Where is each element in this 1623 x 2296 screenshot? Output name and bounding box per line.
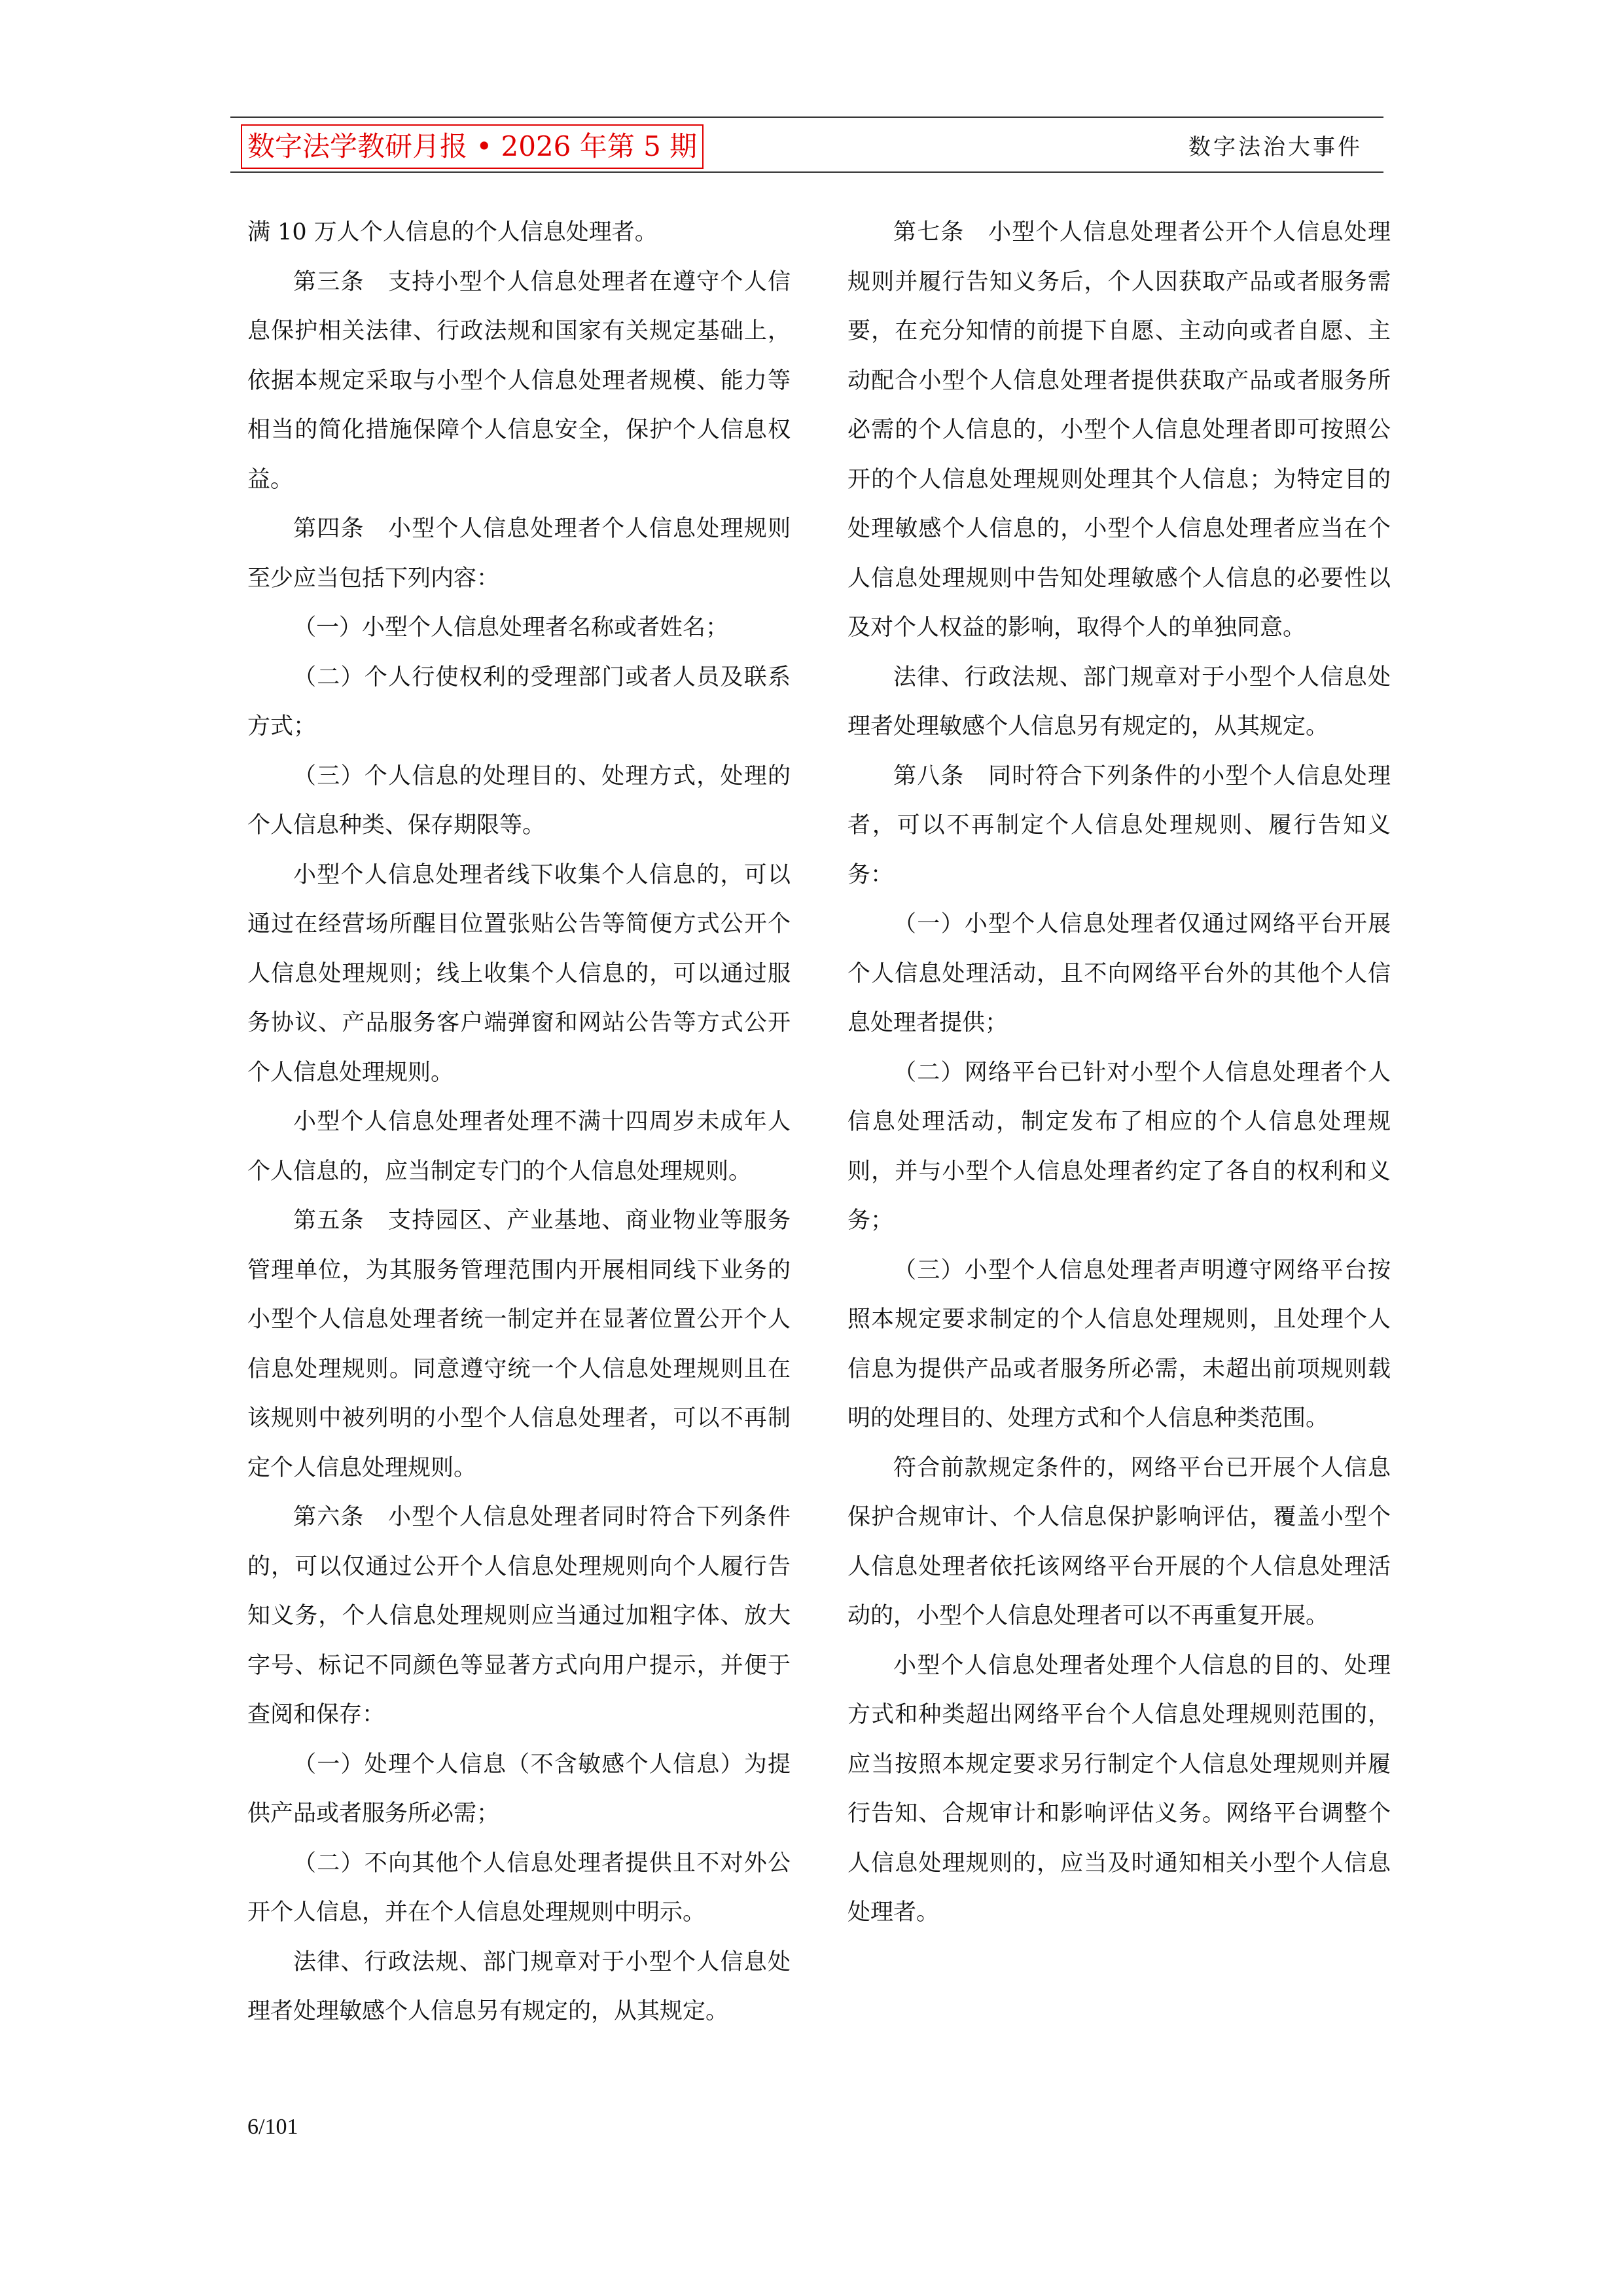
paragraph: 法律、行政法规、部门规章对于小型个人信息处理者处理敏感个人信息另有规定的，从其规定。	[247, 1948, 791, 2024]
journal-title: 数字法学教研月报 • 2026 年第 5 期	[241, 124, 704, 169]
paragraph: 小型个人信息处理者处理个人信息的目的、处理方式和种类超出网络平台个人信息处理规则范围的，应当按照本规定要求另行制定个人信息处理规则并履行告知、合规审计和影响评估义务。网络平台调整个人信息处理规则的，应当及时通知相关小型个人信息处理者。	[847, 1652, 1391, 1926]
paragraph: （一）处理个人信息（不含敏感个人信息）为提供产品或者服务所必需；	[247, 1751, 791, 1827]
paragraph: 第六条 小型个人信息处理者同时符合下列条件的，可以仅通过公开个人信息处理规则向个人履行告知义务，个人信息处理规则应当通过加粗字体、放大字号、标记不同颜色等显著方式向用户提示，并便于查阅和保存：	[247, 1504, 791, 1728]
paragraph: （三）小型个人信息处理者声明遵守网络平台按照本规定要求制定的个人信息处理规则，且处理个人信息为提供产品或者服务所必需，未超出前项规则载明的处理目的、处理方式和个人信息种类范围。	[847, 1257, 1391, 1431]
paragraph: （二）网络平台已针对小型个人信息处理者个人信息处理活动，制定发布了相应的个人信息处理规则，并与小型个人信息处理者约定了各自的权利和义务；	[847, 1059, 1391, 1234]
paragraph: 小型个人信息处理者处理不满十四周岁未成年人个人信息的，应当制定专门的个人信息处理规则。	[247, 1109, 791, 1185]
header-top-rule	[230, 117, 1383, 118]
paragraph: 第七条 小型个人信息处理者公开个人信息处理规则并履行告知义务后，个人因获取产品或者服务需要，在充分知情的前提下自愿、主动向或者自愿、主动配合小型个人信息处理者提供获取产品或者服务所必需的个人信息的，小型个人信息处理者即可按照公开的个人信息处理规则处理其个人信息；为特定目的处理敏感个人信息的，小型个人信息处理者应当在个人信息处理规则中告知处理敏感个人信息的必要性以及对个人权益的影响，取得个人的单独同意。	[847, 219, 1391, 641]
paragraph: 第五条 支持园区、产业基地、商业物业等服务管理单位，为其服务管理范围内开展相同线下业务的小型个人信息处理者统一制定并在显著位置公开个人信息处理规则。同意遵守统一个人信息处理规则且在该规则中被列明的小型个人信息处理者，可以不再制定个人信息处理规则。	[247, 1208, 791, 1481]
paragraph: 小型个人信息处理者线下收集个人信息的，可以通过在经营场所醒目位置张贴公告等简便方式公开个人信息处理规则；线上收集个人信息的，可以通过服务协议、产品服务客户端弹窗和网站公告等方式公开个人信息处理规则。	[247, 861, 791, 1086]
paragraph: （一）小型个人信息处理者名称或者姓名；	[293, 615, 729, 641]
paragraph: 法律、行政法规、部门规章对于小型个人信息处理者处理敏感个人信息另有规定的，从其规定。	[847, 664, 1391, 740]
section-title: 数字法治大事件	[1188, 134, 1363, 160]
paragraph: （二）不向其他个人信息处理者提供且不对外公开个人信息，并在个人信息处理规则中明示。	[247, 1850, 791, 1926]
left-column	[247, 208, 791, 2037]
header-bottom-rule	[230, 171, 1383, 173]
paragraph: （二）个人行使权利的受理部门或者人员及联系方式；	[247, 664, 791, 740]
paragraph: （一）小型个人信息处理者仅通过网络平台开展个人信息处理活动，且不向网络平台外的其他个人信息处理者提供；	[847, 911, 1391, 1036]
paragraph: 符合前款规定条件的，网络平台已开展个人信息保护合规审计、个人信息保护影响评估，覆盖小型个人信息处理者依托该网络平台开展的个人信息处理活动的，小型个人信息处理者可以不再重复开展。	[847, 1454, 1391, 1629]
page-number: 6/101	[247, 2115, 298, 2139]
paragraph: 第八条 同时符合下列条件的小型个人信息处理者，可以不再制定个人信息处理规则、履行告知义务：	[847, 762, 1391, 888]
right-column	[847, 208, 1391, 1938]
paragraph: （三）个人信息的处理目的、处理方式，处理的个人信息种类、保存期限等。	[247, 762, 791, 838]
paragraph: 第四条 小型个人信息处理者个人信息处理规则至少应当包括下列内容：	[247, 516, 791, 592]
paragraph: 第三条 支持小型个人信息处理者在遵守个人信息保护相关法律、行政法规和国家有关规定基础上，依据本规定采取与小型个人信息处理者规模、能力等相当的简化措施保障个人信息安全，保护个人信息权益。	[247, 268, 791, 493]
paragraph: 满 10 万人个人信息的个人信息处理者。	[247, 219, 658, 245]
